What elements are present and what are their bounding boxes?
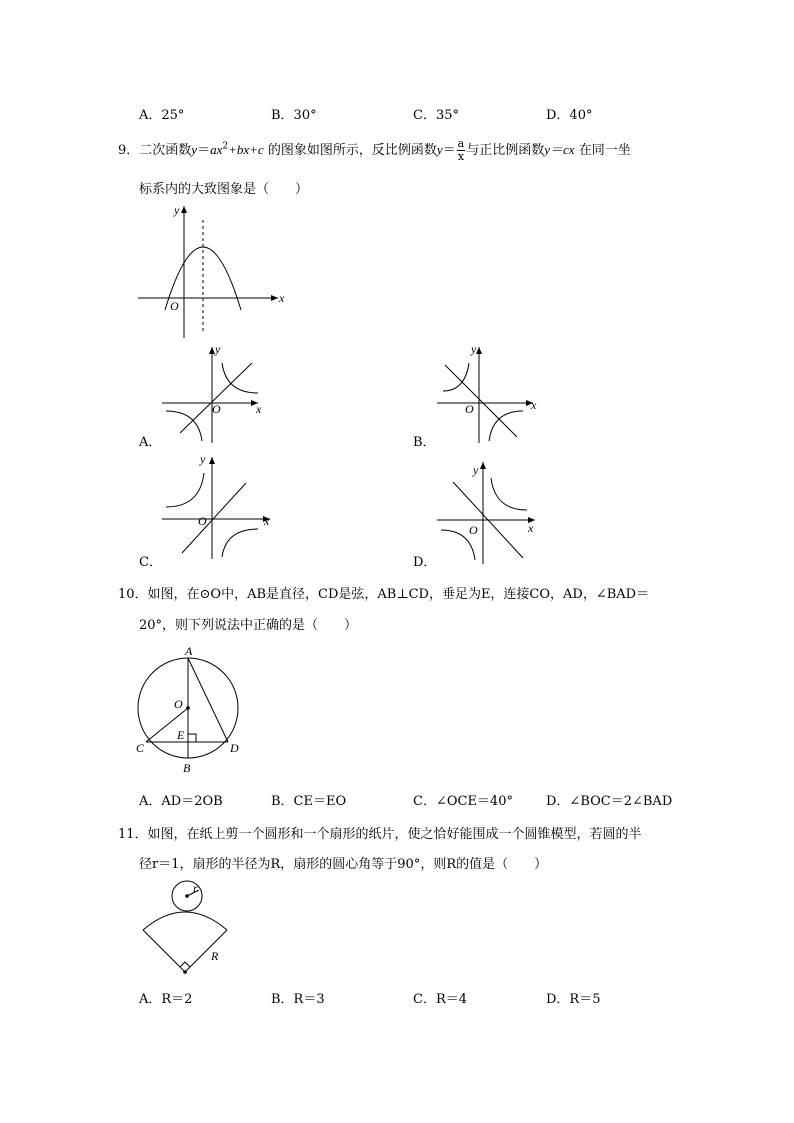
q9-option-c[interactable]: C． xyxy=(139,555,162,570)
q9-b-origin-label: O xyxy=(465,402,474,416)
q9-d-x-label: x xyxy=(528,521,534,535)
q9-b-x-label: x xyxy=(531,398,537,412)
q10-point-e: E xyxy=(177,728,185,742)
q9-c-origin-label: O xyxy=(198,514,207,528)
q11-label-R: R xyxy=(211,949,219,963)
q10-point-b: B xyxy=(183,761,191,775)
q10-stem-line2: 20°，则下列说法中正确的是（ ） xyxy=(139,618,358,633)
q9-c-y-label: y xyxy=(200,452,206,466)
q9-c-x-label: x xyxy=(264,514,270,528)
q9-main-y-label: y xyxy=(174,203,180,217)
q9-graph-b xyxy=(435,342,545,445)
q9-option-b[interactable]: B． xyxy=(413,435,436,450)
q10-option-c[interactable]: C．∠OCE＝40° xyxy=(413,794,513,809)
q9-stem-a: 二次函数 xyxy=(139,143,192,158)
q11-option-a[interactable]: A．R＝2 xyxy=(139,992,193,1007)
q9-parabola-graph xyxy=(130,200,290,340)
q9-a-origin-label: O xyxy=(212,402,221,416)
q9-graph-a xyxy=(160,342,270,445)
q9-main-origin-label: O xyxy=(170,299,179,313)
q11-cone-net-figure xyxy=(135,876,245,981)
q9-main-x-label: x xyxy=(279,291,285,305)
q9-d-origin-label: O xyxy=(469,523,478,537)
q9-stem-c: 与正比例函数 xyxy=(466,143,545,158)
q9-func-rest: +bx+c xyxy=(228,142,264,157)
q9-stem: 9．二次函数$y=ax^2+bx+c$ 的图象如图所示，反比例函数y＝ $\frac{a}{x}$ 与正比例函数y＝cx 在同一坐 xyxy=(118,137,631,163)
q9-a-y-label: y xyxy=(215,342,221,356)
q9-func-sup: 2 xyxy=(222,141,229,152)
q9-stem-line2: 标系内的大致图象是（ ） xyxy=(139,182,309,197)
q9-stem-b: 的图象如图所示，反比例函数 xyxy=(267,143,437,158)
q9-number: 9． xyxy=(118,143,140,158)
q11-stem-line2: 径r＝1，扇形的半径为R，扇形的圆心角等于90°，则R的值是（ ） xyxy=(139,857,548,872)
q9-func-y: y xyxy=(191,142,198,157)
q9-b-y-label: y xyxy=(471,342,477,356)
q9-graph-c xyxy=(160,452,280,560)
q10-circle-figure xyxy=(130,642,260,777)
q8-option-a[interactable]: A．25° xyxy=(139,108,185,123)
q10-option-d[interactable]: D．∠BOC＝2∠BAD xyxy=(546,794,673,809)
q10-stem-line1: 10．如图，在⊙O中，AB是直径，CD是弦，AB⊥CD，垂足为E，连接CO，AD，∠BAD＝ xyxy=(118,587,650,602)
q9-option-a[interactable]: A． xyxy=(139,435,162,450)
q9-func-expr: ax xyxy=(210,142,223,157)
q9-graph-d xyxy=(435,460,555,565)
q9-stem-d: 在同一坐 xyxy=(578,143,631,158)
q11-stem-line1: 11．如图，在纸上剪一个圆形和一个扇形的纸片，使之恰好能围成一个圆锥模型，若圆的半 xyxy=(118,827,642,842)
q10-point-d: D xyxy=(230,741,239,755)
q10-option-a[interactable]: A．AD＝2OB xyxy=(139,794,223,809)
q11-label-r: r xyxy=(193,881,198,895)
q8-option-c[interactable]: C．35° xyxy=(413,108,459,123)
q9-option-d[interactable]: D． xyxy=(413,555,437,570)
q9-a-x-label: x xyxy=(256,402,262,416)
q8-option-b[interactable]: B．30° xyxy=(271,108,317,123)
q10-option-b[interactable]: B．CE＝EO xyxy=(271,794,347,809)
q9-func-eq: ＝ xyxy=(197,143,211,158)
q8-option-d[interactable]: D．40° xyxy=(546,108,593,123)
q11-option-d[interactable]: D．R＝5 xyxy=(546,992,601,1007)
q9-d-y-label: y xyxy=(473,463,479,477)
q11-option-c[interactable]: C．R＝4 xyxy=(413,992,468,1007)
q9-linear: y＝cx xyxy=(544,142,575,157)
q10-point-c: C xyxy=(136,741,145,755)
q10-point-a: A xyxy=(185,644,193,658)
q9-fraction: $\frac{a}{x}$ xyxy=(457,137,465,163)
q11-option-b[interactable]: B．R＝3 xyxy=(271,992,325,1007)
q10-point-o: O xyxy=(174,697,183,711)
